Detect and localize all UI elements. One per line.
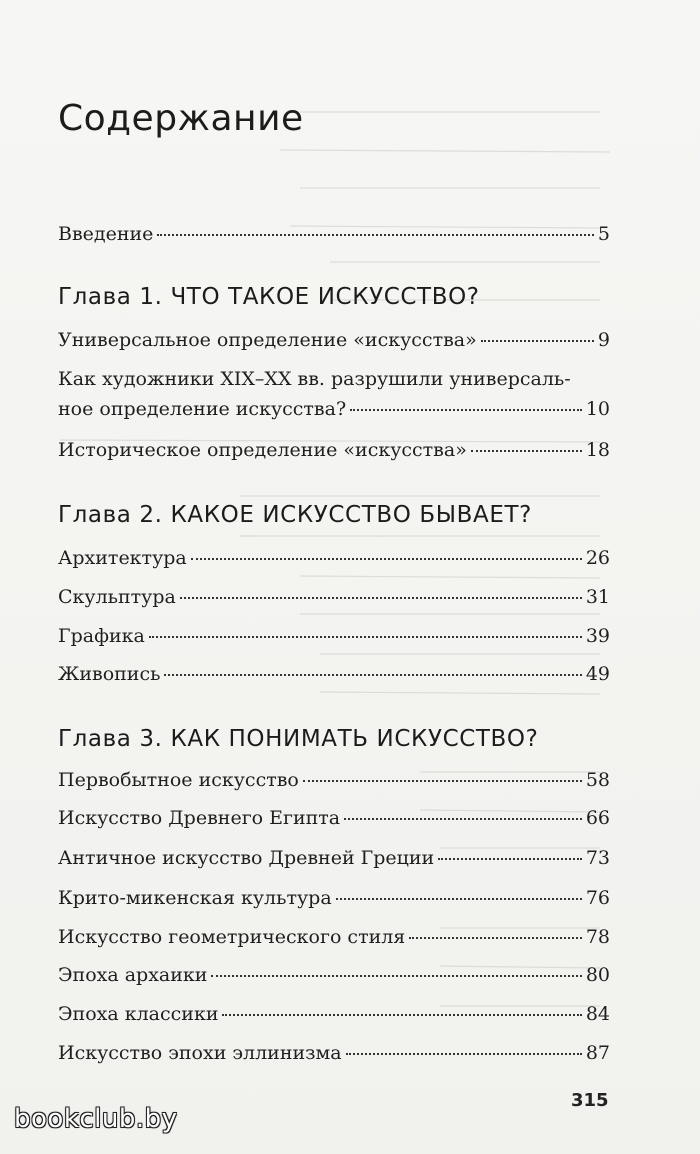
toc-entry-page: 76 (585, 887, 610, 909)
toc-entry-page: 73 (585, 847, 610, 869)
toc-entry (58, 546, 610, 570)
dot-leader (149, 636, 582, 638)
toc-entry-label: Архитектура (58, 547, 187, 569)
toc-entry-page: 66 (585, 807, 610, 829)
dot-leader (191, 558, 582, 560)
toc-entry (58, 846, 610, 870)
toc-entry (58, 963, 610, 987)
toc-entry-page: 87 (585, 1042, 610, 1064)
dot-leader (438, 858, 582, 860)
chapter-heading-1: Глава 1. ЧТО ТАКОЕ ИСКУССТВО? (58, 284, 480, 310)
dot-leader (346, 1053, 582, 1055)
toc-entry-label: Первобытное искусство (58, 769, 299, 791)
toc-entry-label: Искусство эпохи эллинизма (58, 1042, 342, 1064)
toc-entry-label: Историческое определение «искусства» (58, 439, 467, 461)
toc-entry-page: 5 (597, 223, 610, 245)
toc-entry-page: 78 (585, 926, 610, 948)
toc-entry-label: Античное искусство Древней Греции (58, 847, 435, 869)
dot-leader (471, 450, 582, 452)
toc-entry-row2 (58, 394, 610, 424)
page-number: 315 (571, 1090, 609, 1111)
toc-entry (58, 806, 610, 830)
dot-leader (211, 975, 581, 977)
toc-entry-label: Универсальное определение «искусства» (58, 329, 477, 351)
dot-leader (222, 1014, 581, 1016)
toc-entry-multiline (58, 364, 610, 424)
toc-entry-label: Крито-микенская культура (58, 887, 332, 909)
toc-entry (58, 328, 610, 352)
page-title: Содержание (58, 98, 304, 139)
dot-leader (336, 898, 582, 900)
toc-entry-label: Скульптура (58, 586, 176, 608)
chapter-heading-2: Глава 2. КАКОЕ ИСКУССТВО БЫВАЕТ? (58, 502, 532, 528)
toc-entry-label: Искусство Древнего Египта (58, 807, 341, 829)
toc-entry (58, 1041, 610, 1065)
toc-entry (58, 886, 610, 910)
toc-entry-page: 18 (585, 439, 610, 461)
dot-leader (180, 597, 582, 599)
dot-leader (481, 340, 594, 342)
toc-entry-label: Искусство геометрического стиля (58, 926, 406, 948)
dot-leader (350, 409, 582, 411)
dot-leader (409, 937, 582, 939)
toc-entry-page: 26 (585, 547, 610, 569)
dot-leader (164, 674, 581, 676)
toc-entry-intro (58, 222, 610, 246)
toc-entry-label: Эпоха классики (58, 1003, 219, 1025)
toc-entry-label-line2: ное определение искусства? (58, 398, 347, 420)
toc-entry (58, 585, 610, 609)
toc-entry (58, 768, 610, 792)
toc-entry-page: 49 (585, 663, 610, 685)
toc-entry (58, 624, 610, 648)
watermark: bookclub.by (14, 1104, 178, 1134)
toc-entry-label: Введение (58, 223, 154, 245)
toc-entry-page: 80 (585, 964, 610, 986)
chapter-heading-3: Глава 3. КАК ПОНИМАТЬ ИСКУССТВО? (58, 726, 539, 752)
toc-entry-label: Графика (58, 625, 145, 647)
toc-entry-page: 10 (585, 398, 610, 420)
dot-leader (303, 780, 582, 782)
toc-entry-label: Эпоха архаики (58, 964, 208, 986)
toc-entry-page: 58 (585, 769, 610, 791)
toc-entry (58, 925, 610, 949)
toc-entry (58, 662, 610, 686)
toc-entry-label-line1: Как художники XIX–XX вв. разрушили универсаль- (58, 368, 571, 390)
toc-entry-page: 84 (585, 1003, 610, 1025)
toc-entry-page: 39 (585, 625, 610, 647)
toc-entry-label: Живопись (58, 663, 161, 685)
toc-entry-page: 9 (597, 329, 610, 351)
toc-entry (58, 438, 610, 462)
toc-entry (58, 1002, 610, 1026)
dot-leader (157, 234, 593, 236)
dot-leader (344, 818, 582, 820)
toc-entry-page: 31 (585, 586, 610, 608)
